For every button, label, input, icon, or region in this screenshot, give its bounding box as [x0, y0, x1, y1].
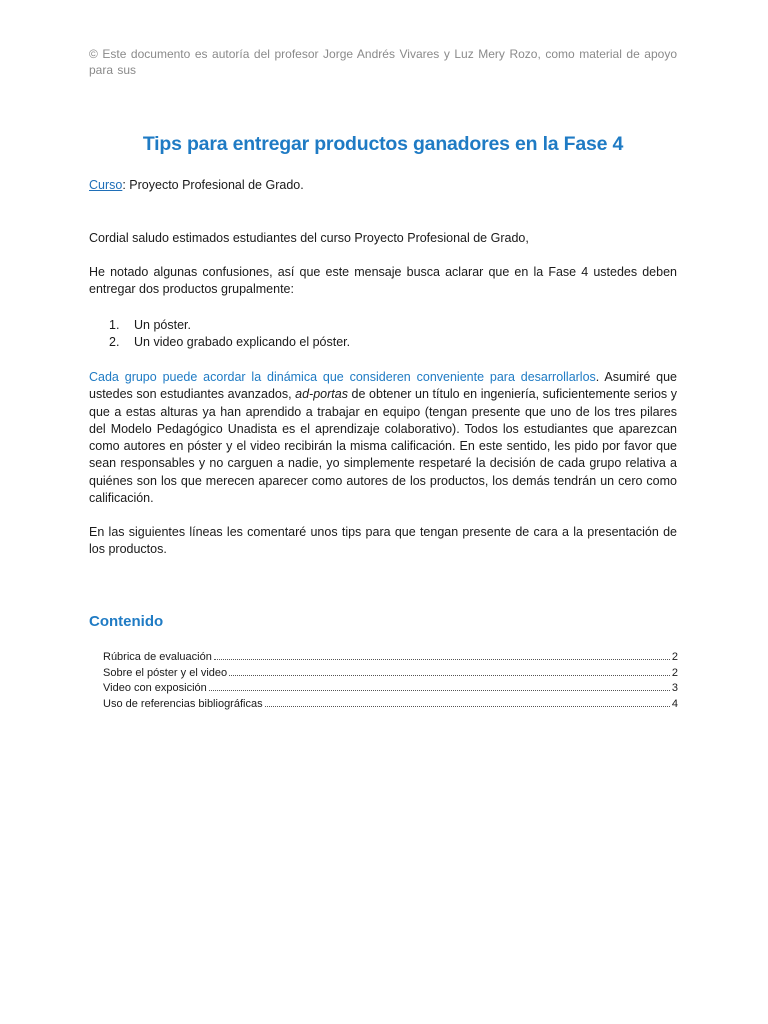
course-link[interactable]: Curso: [89, 178, 123, 192]
toc-leader-dots: [265, 706, 670, 707]
course-value: : Proyecto Profesional de Grado.: [122, 178, 304, 192]
toc-entry-label[interactable]: Sobre el póster y el video: [103, 666, 228, 679]
toc-leader-dots: [214, 659, 670, 660]
toc-leader-dots: [229, 675, 670, 676]
toc-leader-dots: [209, 690, 670, 691]
document-title: Tips para entregar productos ganadores en la Fase 4: [142, 133, 624, 155]
toc-entry[interactable]: [103, 682, 678, 698]
list-text: Un video grabado explicando el póster.: [134, 335, 351, 350]
course-line: [89, 178, 304, 192]
toc-entry-page[interactable]: 2: [671, 651, 678, 663]
toc-entry-page[interactable]: 2: [671, 666, 678, 679]
list-number: 2.: [109, 335, 120, 350]
dynamics-paragraph: [89, 369, 677, 507]
toc-heading: Contenido: [89, 613, 164, 630]
closing-paragraph: En las siguientes líneas les comentaré unos tips para que tengan presente de cara a la presentación de los productos.: [89, 525, 677, 557]
greeting-paragraph: Cordial saludo estimados estudiantes del curso Proyecto Profesional de Grado,: [89, 231, 529, 245]
list-number: 1.: [109, 318, 120, 332]
toc-entry-page[interactable]: 3: [671, 682, 678, 695]
list-item: [109, 317, 350, 334]
toc-entry[interactable]: [103, 667, 678, 683]
list-item: [109, 334, 350, 351]
toc-entry-page[interactable]: 4: [671, 698, 678, 711]
toc-entry-label[interactable]: Video con exposición: [103, 682, 207, 695]
toc-entry[interactable]: [103, 651, 678, 667]
copyright-note: © Este documento es autoría del profesor Jorge Andrés Vivares y Luz Mery Rozo, como material de apoyo para sus: [89, 47, 677, 77]
toc-entry-label[interactable]: Rúbrica de evaluación: [103, 651, 212, 663]
intro-paragraph: He notado algunas confusiones, así que este mensaje busca aclarar que en la Fase 4 ustedes deben entregar dos productos grupalmente:: [89, 265, 677, 297]
list-text: Un póster.: [134, 318, 191, 332]
toc-entry[interactable]: [103, 698, 678, 714]
paragraph-text: . Asumiré que ustedes son estudiantes avanzados,: [89, 370, 677, 402]
products-list: [109, 317, 350, 352]
italic-term: ad-portas: [295, 387, 348, 402]
table-of-contents: [103, 651, 678, 714]
highlighted-sentence: Cada grupo puede acordar la dinámica que consideren conveniente para desarrollarlos: [89, 370, 596, 384]
toc-entry-label[interactable]: Uso de referencias bibliográficas: [103, 698, 263, 711]
paragraph-text: de obtener un título en ingeniería, suficientemente serios y que a estas alturas ya han aprendido a trabajar en equipo (tengan presente que uno de los tres pilares del Modelo Pedagógico Unadista es el aprendizaje colaborativo). Todos los estudiantes que aparezcan como autores en póster y el video recibirán la misma calificación. En este sentido, les pido por favor que sean responsables y no carguen a nadie, yo simplemente respetaré la decisión de cada grupo relativa a quiénes son los que merecen aparecer como autores de los productos, los demás tendrán un cero como calificación.: [89, 387, 677, 506]
